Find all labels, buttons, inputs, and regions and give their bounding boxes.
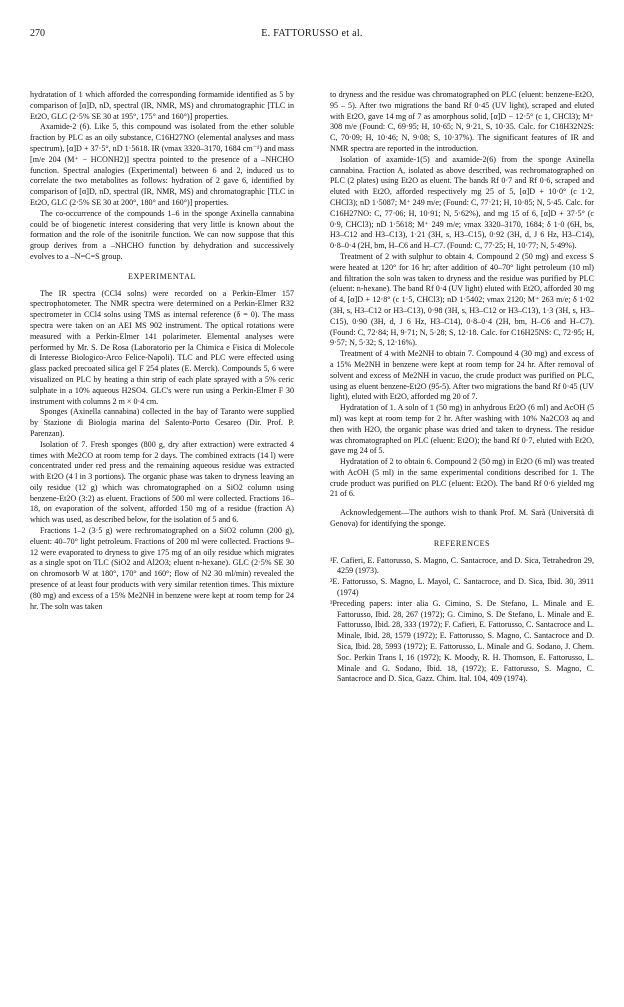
paragraph: Fractions 1–2 (3·5 g) were rechromatographed on a SiO2 column (200 g), eluent: 40–70° light petroleum. Fractions of 200 ml were collected. Fractions 9–12 were evaporated to dryness to give 175 mg of an oily residue which migrates as a single spot on TLC (SiO2 and Al2O3; eluent n-hexane). GLC (2·5% SE 30 on chromosorb W at 180°, 170° and 160°; flow of N2 30 ml/min) revealed the presence of at least four products with very similar retention times. This mixture (80 mg) and excess of a 15% Me2NH in benzene were kept at room temp for 24 hr. The soln was taken bbox=[30, 526, 294, 611]
page-header bbox=[30, 28, 594, 44]
paragraph: The co-occurrence of the compounds 1–6 in the sponge Axinella cannabina could be of biogenetic interest considering that very little is known about the formation and the role of the isonitrile function. We can now suppose that this group derives from a –NHCHO function by dehydration and successively evolves to a –N=C=S group. bbox=[30, 208, 294, 261]
paragraph: Hydratation of 1. A soln of 1 (50 mg) in anhydrous Et2O (6 ml) and AcOH (5 ml) was kept at room temp for 2 hr. After washing with 10% Na2CO3 aq and then with H2O, the organic phase was dried and taken to dryness. The residue was chromatographed on PLC (eluent: Et2O); the band Rf 0·7, eluted with Et2O, gave mg 24 of 5. bbox=[330, 403, 594, 456]
paragraph: Isolation of axamide-1(5) and axamide-2(6) from the sponge Axinella cannabina. Fraction A, isolated as above described, was rechromatographed on PLC (2 plates) using Et2O as eluent. The bands Rf 0·7 and Rf 0·6, scraped and eluted with Et2O, afforded respectively mg 25 of 5, [α]D + 10·0° (c 1·2, CHCl3); nD 1·5087; M⁺ 249 m/e; (Found: C, 77·21; H, 10·85; N, 5·45. Calc. for C16H27NO: C, 77·06; H, 10·91; N, 5·62%), and mg 15 of 6, [α]D + 37·5° (c 0·9, CHCl3); nD 1·5618; M⁺ 249 m/e; νmax 3320–3170, 1684; δ 1·0 (6H, bs, H3–C12 and H3–C13), 1·21 (3H, s, H3–C15), 0·92 (3H, d, J 6 Hz, H3–C14), 0·8–0·4 (2H, bm, H–C6 and H–C7. (Found: C, 77·25; H, 10·77; N, 5·49%). bbox=[330, 154, 594, 251]
paragraph: to dryness and the residue was chromatographed on PLC (eluent: benzene-Et2O, 95 – 5). After two migrations the band Rf 0·45 (UV light), scraped and eluted with Et2O, gave 14 mg of 7 as amorphous solid, [α]D − 12·5° (c 1, CHCl3); M⁺ 308 m/e (Found: C, 69·95; H, 10·65; N, 9·21, S, 10·35. Calc. for C18H32N2S: C, 70·09; H, 10·46; N, 9·08; S, 10·37%). The significant features of IR and NMR spectra are reported in the introduction. bbox=[330, 90, 594, 153]
experimental-heading: EXPERIMENTAL bbox=[128, 271, 196, 281]
paragraph: Treatment of 2 with sulphur to obtain 4. Compound 2 (50 mg) and excess S were heated at 120° for 16 hr; after addition of 40–70° light petroleum (10 ml) and filtration the soln was taken to dryness and the residue was purified by PLC (eluent: n-hexane). The band Rf 0·4 (UV light) eluted with Et2O, afforded 30 mg of 4, [α]D + 12·8° (c 1·5, CHCl3); nD 1·5402; νmax 2120; M⁺ 263 m/e; δ 1·02 (3H, s, H3–C12 or H3–C13), 0·98 (3H, s, H3–C12 or H3–C13), 1·3 (3H, s, H3–C15), 0·90 (3H, d, J 6 Hz, H3–C14), 0·8–0·4 (2H, bm, H–C6 and H–C7). (Found: C, 72·84; H, 9·71; N, 5·28; S, 12·18. Calc. for C16H25NS: C, 72·95; H, 9·57; N, 5·32; S, 12·16%). bbox=[330, 251, 594, 348]
paragraph: Sponges (Axinella cannabina) collected in the bay of Taranto were supplied by Stazione di Biologia marina del Salento-Porto Cesareo (Dir. Prof. P. Parenzan). bbox=[30, 407, 294, 438]
paragraph: Hydratation of 2 to obtain 6. Compound 2 (50 mg) in Et2O (6 ml) was treated with AcOH (5 ml) in the same experimental conditions described for 1. The crude product was purified on PLC (eluent: Et2O). The band Rf 0·6 yielded mg 21 of 6. bbox=[330, 457, 594, 499]
left-column bbox=[30, 90, 294, 612]
acknowledgement: Acknowledgement—The authors wish to thank Prof. M. Sarà (Università di Genova) for identifying the sponge. bbox=[330, 508, 594, 529]
right-column bbox=[330, 90, 594, 685]
paragraph: hydratation of 1 which afforded the corresponding formamide identified as 5 by comparison of [α]D, nD, spectral (IR, NMR, MS) and chromatographic [TLC in Et2O, GLC (2·5% SE 30 at 195°, 175° and 160°)] properties. bbox=[30, 90, 294, 121]
reference-item: ¹F. Cafieri, E. Fattorusso, S. Magno, C. Santacroce, and D. Sica, Tetrahedron 29, 4259 (1973). bbox=[330, 555, 594, 576]
reference-item: ³Preceding papers: inter alia G. Cimino, S. De Stefano, L. Minale and E. Fattorusso, Ibid. 28, 267 (1972); G. Cimino, S. De Stefano, L. Minale and E. Fattorusso, Ibid. 28, 333 (1972); F. Cafieri, E. Fattorusso, C. Santacroce and L. Minale, Ibid. 28, 1579 (1972); E. Fattorusso, S. Magno, C. Santacroce and D. Sica, Ibid. 28, 5993 (1972); E. Fattorusso, L. Minale and G. Sodano, J. Chem. Soc. Perkin Trans I, 16 (1972); K. Moody, R. H. Thomson, E. Fattorusso, L. Minale and G. Sodano, Ibid. 18, (1972); E. Fattorusso, S. Magno, C. Santacroce and D. Sica, Gazz. Chim. Ital. 104, 409 (1974). bbox=[330, 598, 594, 684]
paragraph: The IR spectra (CCl4 solns) were recorded on a Perkin-Elmer 157 spectrophotometer. The NMR spectra were determined on a Perkin-Elmer R32 spectrometer in CCl4 solns using TMS as internal reference (δ = 0). The mass spectra were taken on an AEI MS 902 instrument. The optical rotations were measured with a Perkin-Elmer 141 polarimeter. Elemental analyses were performed by Mr. S. De Rosa (Laboratorio per la Chimica e Fisica di Molecole di Interesse Biologico-Arco Felice-Napoli). TLC and PLC were effected using glass packed precoated silica gel F 254 plates (E. Merck). Compounds 5, 6 were visualized on PLC by heating a thin strip of each plate sprayed with a 5% ceric sulphate in a 10% aqueous H2SO4. GLC's were run using a Perkin-Elmer F 30 instrument with columns 2 m × 0·4 cm. bbox=[30, 288, 294, 406]
references-heading: REFERENCES bbox=[433, 538, 491, 548]
paragraph: Treatment of 4 with Me2NH to obtain 7. Compound 4 (30 mg) and excess of a 15% Me2NH in benzene were kept at room temp for 24 hr. After removal of solvent and excess of Me2NH in vacuo, the crude product was purified on PLC, using as eluent benzene-Et2O (95-5). After two migrations the band Rf 0·45 (UV light), eluted with Et2O, afforded mg 20 of 7. bbox=[330, 349, 594, 402]
paragraph: Axamide-2 (6). Like 5, this compound was isolated from the ether soluble fraction by PLC as an oily substance, C16H27NO (elemental analyses and mass spectrum), [α]D + 37·5°, nD 1·5618. IR (νmax 3320–3170, 1684 cm⁻¹) and mass [m/e 204 (M⁺ − HCONH2)] spectra pointed to the presence of a –NHCHO function. Spectral analogies (Experimental) between 6 and 2, induced us to correlate the two metabolites as follows: hydration of 2 gave 6, identified by comparison of [α]D, nD, spectral (IR, NMR, MS) and chromatographic [TLC in Et2O, GLC (2·5% SE 30 at 200°, 180° and 160°)] properties. bbox=[30, 122, 294, 207]
paragraph: Isolation of 7. Fresh sponges (800 g, dry after extraction) were extracted 4 times with Me2CO at room temp for 2 days. The combined extracts (14 l) were concentrated under red press and the remaining aqueous residue was extracted with Et2O (4 l in 3 portions). The organic phase was taken to dryness leaving an oily residue (12 g) which was chromatographed on a SiO2 column using benzene-Et2O (3:2) as eluent. Fractions of 500 ml were collected. Fractions 16–18, on evaporation of the solvent, afforded 150 mg of a residue (fraction A) which was used, as described below, for the isolation of 5 and 6. bbox=[30, 439, 294, 525]
running-head: E. FATTORUSSO et al. bbox=[261, 28, 363, 39]
reference-item: ²E. Fattorusso, S. Magno, L. Mayol, C. Santacroce, and D. Sica, Ibid. 30, 3911 (1974) bbox=[330, 577, 594, 598]
page-number: 270 bbox=[30, 28, 45, 39]
